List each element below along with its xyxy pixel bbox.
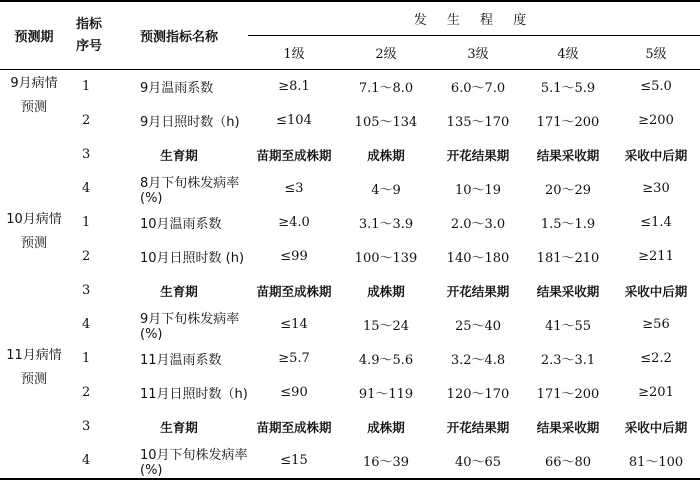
index-name: 10月下旬株发病率(%)	[140, 447, 248, 478]
grade-4-value: 结果采收期	[536, 419, 600, 435]
grade-2-value: 成株期	[367, 419, 405, 435]
grade-4-value: 1.5～1.9	[540, 217, 596, 232]
header-index-no-line1: 指标	[75, 16, 102, 32]
grade-3-value: 120～170	[446, 387, 510, 402]
period-cell	[0, 206, 68, 342]
period-line1: 11月病情	[6, 347, 62, 363]
table-row	[0, 240, 700, 274]
grade-5-value: ≥211	[638, 249, 674, 264]
header-period: 预测期	[0, 1, 68, 70]
index-name: 11月温雨系数	[140, 353, 222, 368]
period-line1: 9月病情	[10, 76, 58, 91]
grade-3-value: 2.0～3.0	[450, 217, 506, 232]
header-grade-2: 2级	[340, 36, 432, 70]
index-number: 4	[82, 181, 91, 196]
grade-1-value: ≤3	[284, 181, 304, 196]
period-line1: 10月病情	[6, 211, 62, 227]
period-line2: 预测	[20, 235, 47, 251]
index-name: 生育期	[160, 419, 198, 435]
grade-2-value: 105～134	[354, 115, 418, 130]
index-number: 2	[82, 249, 91, 264]
grade-1-value: ≥5.7	[278, 351, 310, 366]
grade-3-value: 3.2～4.8	[450, 353, 506, 368]
grade-2-value: 4～9	[371, 183, 401, 198]
grade-3-value: 25～40	[454, 319, 502, 334]
grade-5-value: ≥200	[638, 113, 674, 128]
index-number: 2	[82, 385, 91, 400]
grade-4-value: 41～55	[544, 319, 592, 334]
grade-1-value: ≤90	[280, 385, 308, 400]
grade-2-value: 91～119	[358, 387, 414, 402]
grade-1-value: ≤14	[280, 317, 308, 332]
grade-3-value: 开花结果期	[446, 283, 510, 299]
grade-3-value: 140～180	[446, 251, 510, 266]
grade-3-value: 40～65	[454, 455, 502, 470]
header-index-no	[68, 1, 110, 70]
index-number: 4	[82, 453, 91, 468]
grade-4-value: 181～210	[536, 251, 600, 266]
grade-5-value: 采收中后期	[624, 419, 688, 435]
grade-4-value: 171～200	[536, 115, 600, 130]
index-name: 10月温雨系数	[140, 217, 222, 232]
grade-1-value: 苗期至成株期	[256, 419, 332, 435]
grade-1-value: 苗期至成株期	[256, 147, 332, 163]
index-name: 11月日照时数（h)	[140, 387, 248, 402]
table-row	[0, 70, 700, 104]
grade-2-value: 16～39	[362, 455, 410, 470]
grade-2-value: 成株期	[367, 283, 405, 299]
index-number: 3	[82, 283, 91, 298]
grade-1-value: ≥8.1	[278, 79, 310, 95]
grade-4-value: 结果采收期	[536, 283, 600, 299]
grade-2-value: 7.1～8.0	[358, 81, 414, 97]
table-row	[0, 138, 700, 172]
grade-3-value: 开花结果期	[446, 147, 510, 163]
header-degree: 发 生 程 度	[248, 1, 700, 36]
grade-5-value: 81～100	[628, 455, 684, 470]
index-name: 8月下旬株发病率(%)	[140, 175, 240, 206]
table-row	[0, 410, 700, 444]
table-row	[0, 308, 700, 342]
index-number: 2	[82, 113, 91, 128]
table-row	[0, 274, 700, 308]
grade-5-value: ≤2.2	[640, 351, 672, 366]
grade-5-value: ≥56	[642, 317, 670, 332]
grade-2-value: 15～24	[362, 319, 410, 334]
header-index-no-line2: 序号	[75, 38, 102, 54]
table-row	[0, 206, 700, 240]
grade-5-value: ≥30	[642, 181, 670, 196]
index-name: 生育期	[160, 147, 198, 163]
index-name: 9月下旬株发病率(%)	[140, 311, 240, 342]
grade-3-value: 10～19	[454, 183, 502, 198]
period-line2: 预测	[20, 100, 47, 115]
header-grade-3: 3级	[432, 36, 524, 70]
table-row	[0, 172, 700, 206]
index-number: 3	[82, 419, 91, 434]
grade-5-value: ≤5.0	[640, 79, 672, 95]
grade-4-value: 171～200	[536, 387, 600, 402]
table-body	[0, 70, 700, 479]
index-name: 9月温雨系数	[140, 81, 214, 97]
grade-5-value: ≥201	[638, 385, 674, 400]
grade-2-value: 4.9～5.6	[358, 353, 414, 368]
grade-4-value: 5.1～5.9	[540, 81, 596, 97]
grade-1-value: ≤15	[280, 453, 308, 468]
index-number: 1	[82, 215, 91, 230]
index-name: 9月日照时数（h)	[140, 115, 240, 130]
grade-3-value: 135～170	[446, 115, 510, 130]
grade-4-value: 结果采收期	[536, 147, 600, 163]
grade-1-value: ≤104	[276, 113, 312, 128]
index-number: 1	[82, 351, 91, 366]
grade-4-value: 2.3～3.1	[540, 353, 596, 368]
grade-3-value: 6.0～7.0	[450, 81, 506, 97]
grade-3-value: 开花结果期	[446, 419, 510, 435]
index-number: 4	[82, 317, 91, 332]
header-grade-4: 4级	[524, 36, 612, 70]
period-cell	[0, 342, 68, 479]
index-name: 10月日照时数 (h)	[140, 251, 245, 266]
grade-2-value: 100～139	[354, 251, 418, 266]
header-index-name: 预测指标名称	[110, 1, 248, 70]
table-row	[0, 376, 700, 410]
index-number: 1	[82, 79, 91, 95]
grade-5-value: 采收中后期	[624, 147, 688, 163]
period-cell	[0, 70, 68, 206]
index-name: 生育期	[160, 283, 198, 299]
table-row	[0, 104, 700, 138]
grade-2-value: 3.1～3.9	[358, 217, 414, 232]
grade-1-value: 苗期至成株期	[256, 283, 332, 299]
header-grade-1: 1级	[248, 36, 340, 70]
table-row	[0, 444, 700, 479]
grade-5-value: ≤1.4	[640, 215, 672, 230]
grade-1-value: ≥4.0	[278, 215, 310, 230]
grade-2-value: 成株期	[367, 147, 405, 163]
table-row	[0, 342, 700, 376]
period-line2: 预测	[20, 371, 47, 387]
header-grade-5: 5级	[612, 36, 700, 70]
grade-4-value: 66～80	[544, 455, 592, 470]
grade-4-value: 20～29	[544, 183, 592, 198]
grade-5-value: 采收中后期	[624, 283, 688, 299]
grade-1-value: ≤99	[280, 249, 308, 264]
index-number: 3	[82, 147, 91, 162]
